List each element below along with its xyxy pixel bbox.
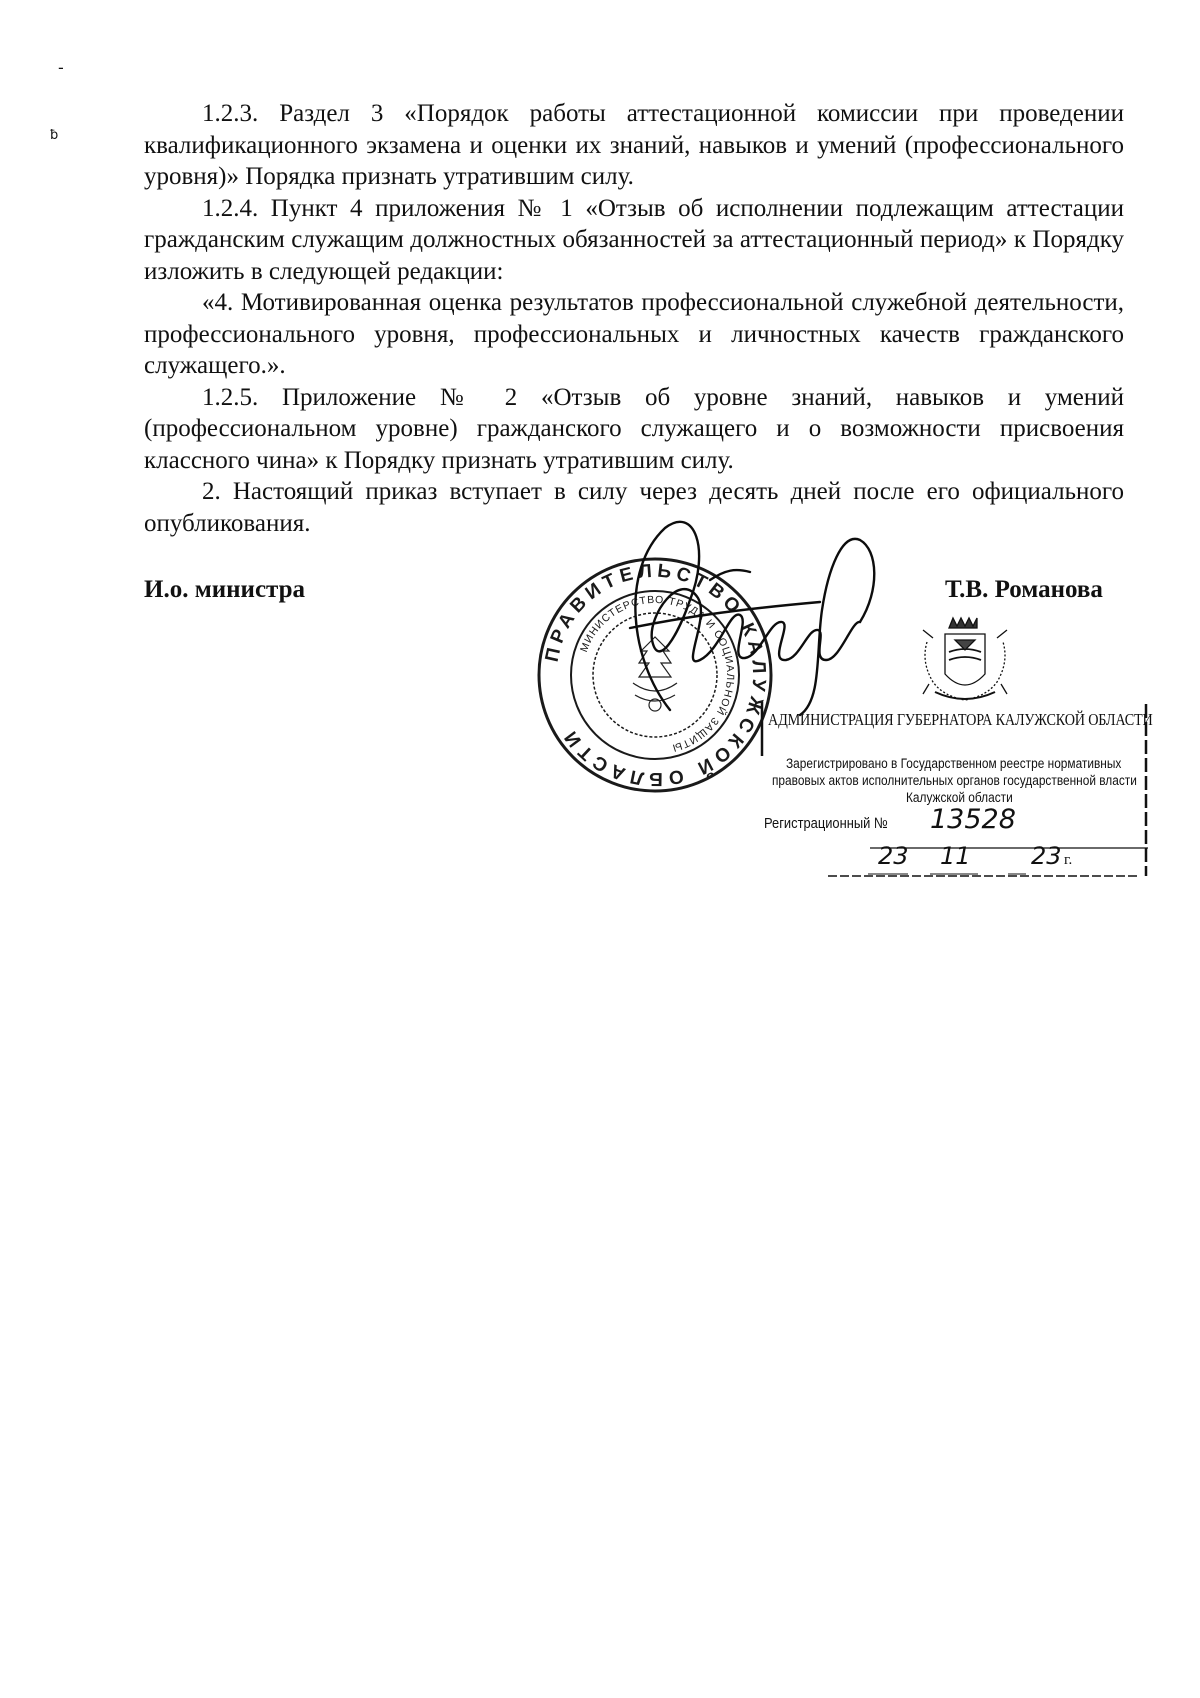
registration-stamp-line-1: Зарегистрировано в Государственном реестре нормативных [786, 756, 1122, 771]
seal-inner-text: МИНИСТЕРСТВО ТРУДА И СОЦИАЛЬНОЙ ЗАЩИТЫ [578, 593, 737, 754]
registration-date-day: 23 [878, 842, 909, 870]
paragraph-1-2-4: 1.2.4. Пункт 4 приложения № 1 «Отзыв об исполнении подлежащим аттестации гражданским служащим должностных обязанностей за аттестационный период» к Порядку изложить в следующей редакции: [144, 194, 1124, 285]
paragraph-1-2-5: 1.2.5. Приложение № 2 «Отзыв об уровне знаний, навыков и умений (профессиональном уровне) гражданского служащего и о возможности присвоения классного чина» к Порядку признать утратившим силу. [144, 383, 1124, 474]
registration-year-suffix: г. [1064, 852, 1073, 868]
signer-name: Т.В. Романова [945, 576, 1103, 603]
registration-stamp-line-3: Калужской области [906, 790, 1013, 805]
registration-number-label: Регистрационный № [764, 815, 888, 832]
registration-stamp [758, 698, 1153, 878]
margin-mark-dash: - [58, 58, 64, 77]
registration-stamp-line-2: правовых актов исполнительных органов государственной власти [772, 773, 1137, 788]
registration-stamp-header: АДМИНИСТРАЦИЯ ГУБЕРНАТОРА КАЛУЖСКОЙ ОБЛАСТИ [768, 710, 1153, 729]
margin-mark-tick: ƀ [50, 128, 59, 143]
signer-position: И.о. министра [144, 576, 306, 603]
registration-date-year: 23 [1031, 842, 1062, 870]
paragraph-quoted-item-4: «4. Мотивированная оценка результатов профессиональной служебной деятельности, профессионального уровня, профессиональных и личностных качеств гражданского служащего.». [144, 289, 1124, 379]
coat-of-arms-emblem [915, 612, 1015, 707]
registration-number: 13528 [930, 804, 1016, 835]
registration-date-month: 11 [940, 842, 971, 870]
paragraph-1-2-3: 1.2.3. Раздел 3 «Порядок работы аттестационной комиссии при проведении квалификационного экзамена и оценки их знаний, навыков и умений (профессионального уровня)» Порядка признать утратившим силу. [144, 100, 1124, 190]
seal-outer-text: ПРАВИТЕЛЬСТВО КАЛУЖСКОЙ ОБЛАСТИ [541, 560, 770, 790]
paragraph-2-effective-date: 2. Настоящий приказ вступает в силу через десять дней после его официального опубликования. [144, 478, 1124, 537]
document-body [144, 98, 1124, 539]
